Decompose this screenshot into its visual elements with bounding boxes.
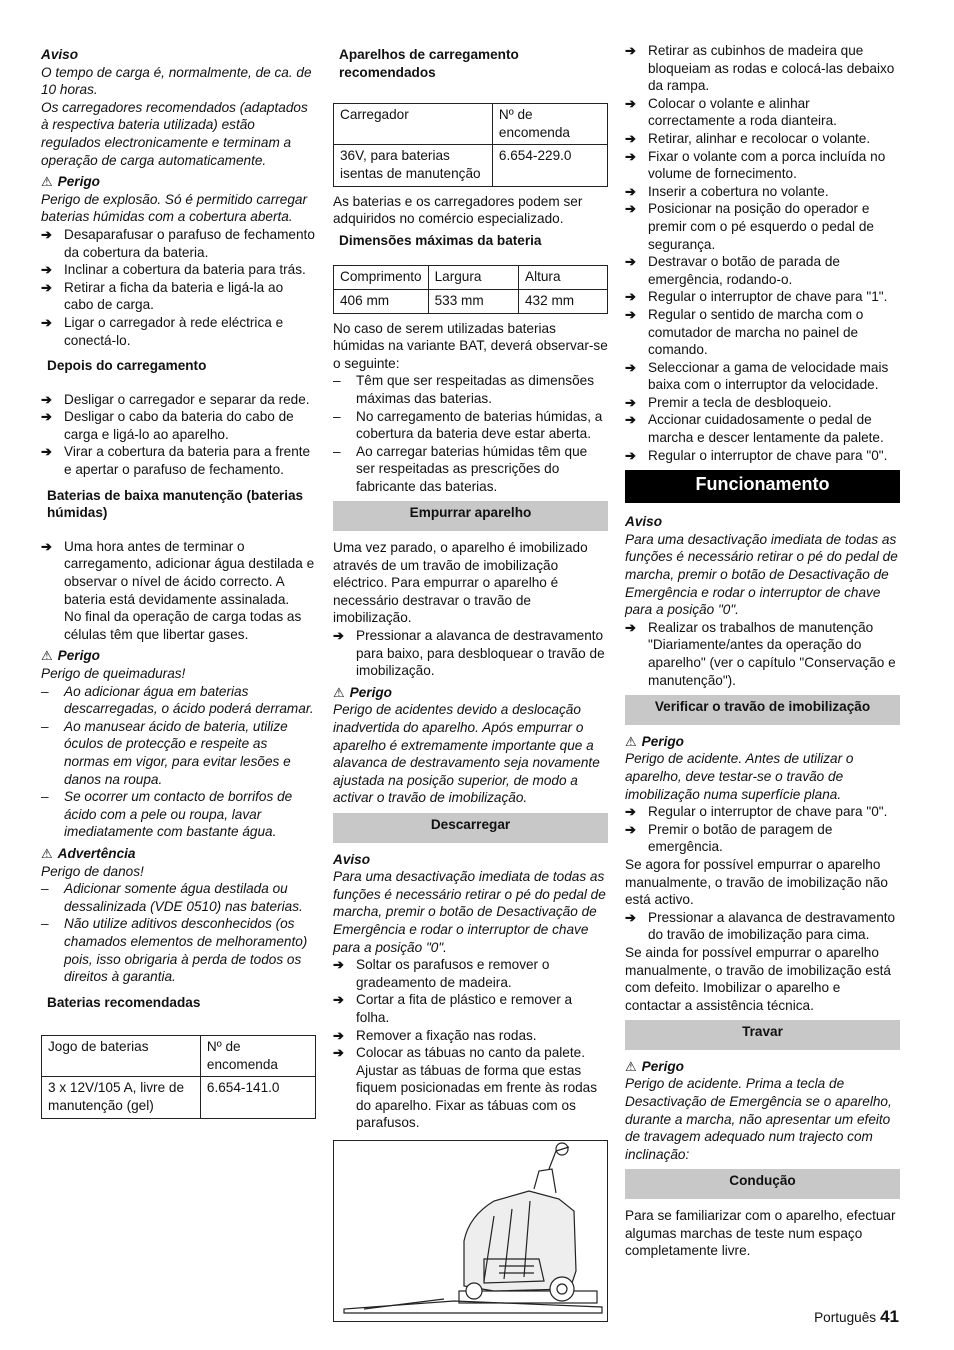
step-item: ➔ Regular o interruptor de chave para "0". bbox=[625, 447, 900, 465]
column-3 bbox=[625, 42, 900, 1260]
section-heading: Baterias de baixa manutenção (baterias húmidas) bbox=[47, 487, 304, 521]
step-item: ➔ Pressionar a alavanca de destravamento do travão de imobilização para cima. bbox=[625, 909, 900, 944]
charger-table bbox=[333, 103, 608, 186]
step-item: ➔ Fixar o volante com a porca incluída no volume de fornecimento. bbox=[625, 148, 900, 183]
table-cell: 406 mm bbox=[334, 289, 429, 313]
page-number: 41 bbox=[880, 1307, 899, 1326]
machine-unloading-illustration bbox=[333, 1140, 608, 1322]
step-item: ➔ Remover a fixação nas rodas. bbox=[333, 1027, 608, 1045]
step-item: ➔ Inserir a cobertura no volante. bbox=[625, 183, 900, 201]
body-text: No caso de serem utilizadas baterias húmidas na variante BAT, deverá observar-se o seguinte: bbox=[333, 320, 608, 371]
table-header: Carregador bbox=[334, 104, 493, 145]
section-bar: Descarregar bbox=[333, 813, 608, 843]
step-item: ➔ Desligar o cabo da bateria do cabo de carga e ligá-lo ao aparelho. bbox=[41, 408, 316, 443]
warning-icon: ⚠ bbox=[41, 648, 53, 664]
section-heading: Aparelhos de carregamento recomendados bbox=[339, 47, 519, 80]
warning-icon: ⚠ bbox=[625, 733, 637, 749]
aviso-title: Aviso bbox=[333, 851, 371, 867]
step-item: ➔ Colocar as tábuas no canto da palete. Ajustar as tábuas de forma que estas fiquem posicionadas em frente às rodas do aparelho. Fixar as tábuas com os parafusos. bbox=[333, 1044, 608, 1132]
table-header: Altura bbox=[519, 266, 608, 290]
step-item: ➔ Retirar, alinhar e recolocar o volante. bbox=[625, 130, 900, 148]
perigo-title: ⚠ Perigo bbox=[625, 1058, 684, 1074]
section-bar: Verificar o travão de imobilização bbox=[625, 695, 900, 725]
column-1 bbox=[41, 42, 316, 1125]
dimensions-table bbox=[333, 265, 608, 313]
table-cell: 3 x 12V/105 A, livre de manutenção (gel) bbox=[42, 1077, 201, 1118]
aviso-title: Aviso bbox=[625, 514, 663, 530]
body-text: Se agora for possível empurrar o aparelho manualmente, o travão de imobilização não está activo. bbox=[625, 856, 888, 908]
aviso-text: O tempo de carga é, normalmente, de ca. de 10 horas. bbox=[41, 64, 312, 98]
table-cell: 432 mm bbox=[519, 289, 608, 313]
advertencia-text: Perigo de danos! bbox=[41, 863, 144, 879]
step-item: ➔ Premir a tecla de desbloqueio. bbox=[625, 394, 900, 412]
table-header: Nº de encomenda bbox=[492, 104, 607, 145]
column-2 bbox=[333, 42, 608, 1322]
list-item: – Ao adicionar água em baterias descarregadas, o ácido poderá derramar. bbox=[41, 683, 316, 718]
list-item: – Não utilize aditivos desconhecidos (os chamados elementos de melhoramento) pois, isso obrigaria à perda de todos os direitos à garantia. bbox=[41, 915, 316, 985]
list-item: – Adicionar somente água destilada ou dessalinizada (VDE 0510) nas baterias. bbox=[41, 880, 316, 915]
perigo-title: ⚠ Perigo bbox=[625, 733, 684, 749]
perigo-title: ⚠ Perigo bbox=[41, 648, 100, 664]
aviso-title: Aviso bbox=[41, 47, 79, 62]
table-cell: 533 mm bbox=[428, 289, 518, 313]
note-text: No final da operação de carga todas as células têm que libertar gases. bbox=[64, 609, 302, 642]
table-cell: 36V, para baterias isentas de manutenção bbox=[334, 145, 493, 186]
warning-icon: ⚠ bbox=[41, 845, 53, 861]
step-item: ➔ Regular o interruptor de chave para "0". bbox=[625, 803, 900, 821]
step-item: ➔ Inclinar a cobertura da bateria para trás. bbox=[41, 261, 316, 279]
step-item: ➔ Desaparafusar o parafuso de fechamento da cobertura da bateria. bbox=[41, 226, 316, 261]
battery-table bbox=[41, 1035, 316, 1118]
step-item: ➔ Pressionar a alavanca de destravamento para baixo, para desbloquear o travão de imobilização. bbox=[333, 627, 608, 680]
warning-icon: ⚠ bbox=[333, 684, 345, 700]
table-cell: 6.654-229.0 bbox=[492, 145, 607, 186]
table-header: Jogo de baterias bbox=[42, 1036, 201, 1077]
step-item: ➔ Desligar o carregador e separar da rede. bbox=[41, 391, 316, 409]
body-text: Se ainda for possível empurrar o aparelho manualmente, o travão de imobilização está com defeito. Imobilizar o aparelho e contactar a assistência técnica. bbox=[625, 944, 891, 1013]
section-heading: Baterias recomendadas bbox=[47, 994, 201, 1010]
list-item: – Ao carregar baterias húmidas têm que ser respeitadas as prescrições do fabricante das baterias. bbox=[333, 443, 608, 496]
step-item: ➔ Ligar o carregador à rede eléctrica e conectá-lo. bbox=[41, 314, 316, 349]
section-heading: Dimensões máximas da bateria bbox=[339, 232, 542, 248]
body-text: Para se familiarizar com o aparelho, efectuar algumas marchas de teste num espaço completamente livre. bbox=[625, 1208, 896, 1259]
perigo-text: Perigo de explosão. Só é permitido carregar baterias húmidas com a cobertura aberta. bbox=[41, 191, 307, 225]
step-item: ➔ Destravar o botão de parada de emergência, rodando-o. bbox=[625, 253, 900, 288]
table-cell: 6.654-141.0 bbox=[200, 1077, 315, 1118]
perigo-text: Perigo de queimaduras! bbox=[41, 666, 186, 681]
step-item: ➔ Regular o interruptor de chave para "1". bbox=[625, 288, 900, 306]
step-item: ➔ Virar a cobertura da bateria para a frente e apertar o parafuso de fechamento. bbox=[41, 443, 316, 478]
perigo-text: Perigo de acidente. Antes de utilizar o aparelho, deve testar-se o travão de imobilização numa superfície plana. bbox=[625, 751, 854, 802]
section-bar: Empurrar aparelho bbox=[333, 501, 608, 531]
perigo-text: Perigo de acidentes devido a deslocação inadvertida do aparelho. Após empurrar o aparelho é extremamente importante que a alavanca de destravamento seja novamente ajustada na posição superior, de modo a activar o travão de imobilização. bbox=[333, 702, 600, 806]
perigo-title: ⚠ Perigo bbox=[41, 174, 100, 190]
step-item: ➔ Cortar a fita de plástico e remover a folha. bbox=[333, 991, 608, 1026]
body-text: As baterias e os carregadores podem ser adquiridos no comércio especializado. bbox=[333, 193, 583, 227]
body-text: Uma vez parado, o aparelho é imobilizado através de um travão de imobilização eléctrico. Para empurrar o aparelho é necessário destravar o travão de imobilização. bbox=[333, 540, 588, 626]
step-item: ➔ Colocar o volante e alinhar correctamente a roda dianteira. bbox=[625, 95, 900, 130]
chapter-heading: Funcionamento bbox=[625, 470, 900, 503]
perigo-text: Perigo de acidente. Prima a tecla de Desactivação de Emergência se o aparelho, durante a marcha, não apresentar um efeito de travagem adequado num trajecto com inclinação: bbox=[625, 1076, 892, 1162]
footer-language: Português bbox=[814, 1310, 877, 1325]
step-item: ➔ Accionar cuidadosamente o pedal de marcha e descer lentamente da palete. bbox=[625, 411, 900, 446]
list-item: – Têm que ser respeitadas as dimensões máximas das baterias. bbox=[333, 372, 608, 407]
step-item: ➔ Posicionar na posição do operador e premir com o pé esquerdo o pedal de segurança. bbox=[625, 200, 900, 253]
perigo-title: ⚠ Perigo bbox=[333, 684, 392, 700]
table-header: Nº de encomenda bbox=[200, 1036, 315, 1077]
aviso-text: Os carregadores recomendados (adaptados à respectiva bateria utilizada) estão regulados electronicamente e terminam a operação de carga automaticamente. bbox=[41, 99, 308, 168]
machine-icon bbox=[334, 1141, 607, 1321]
step-item: ➔ Seleccionar a gama de velocidade mais baixa com o interruptor da velocidade. bbox=[625, 359, 900, 394]
warning-icon: ⚠ bbox=[41, 174, 53, 190]
step-item: ➔ Retirar as cubinhos de madeira que bloqueiam as rodas e colocá-las debaixo da rampa. bbox=[625, 42, 900, 95]
list-item: – Se ocorrer um contacto de borrifos de ácido com a pele ou roupa, lavar imediatamente com bastante água. bbox=[41, 788, 316, 841]
section-bar: Condução bbox=[625, 1169, 900, 1199]
section-heading: Depois do carregamento bbox=[47, 358, 207, 374]
step-item: ➔ Uma hora antes de terminar o carregamento, adicionar água destilada e observar o nível de ácido correcto. A bateria está devidamente assinalada. bbox=[41, 538, 316, 608]
list-item: – Ao manusear ácido de bateria, utilize óculos de protecção e respeite as normas em vigor, para evitar lesões e danos na roupa. bbox=[41, 718, 316, 788]
step-item: ➔ Soltar os parafusos e remover o gradeamento de madeira. bbox=[333, 956, 608, 991]
step-item: ➔ Realizar os trabalhos de manutenção "Diariamente/antes da operação do aparelho" (ver o capítulo "Conservação e manutenção"). bbox=[625, 619, 900, 689]
list-item: – No carregamento de baterias húmidas, a cobertura da bateria deve estar aberta. bbox=[333, 408, 608, 443]
step-item: ➔ Retirar a ficha da bateria e ligá-la ao cabo de carga. bbox=[41, 279, 316, 314]
section-bar: Travar bbox=[625, 1020, 900, 1050]
step-item: ➔ Premir o botão de paragem de emergência. bbox=[625, 821, 900, 856]
table-header: Largura bbox=[428, 266, 518, 290]
aviso-text: Para uma desactivação imediata de todas as funções é necessário retirar o pé do pedal de marcha, premir o botão de Desactivação de Emergência e rodar o interruptor de chave para a posição "0". bbox=[333, 869, 606, 955]
step-item: ➔ Regular o sentido de marcha com o comutador de marcha no painel de comando. bbox=[625, 306, 900, 359]
table-header: Comprimento bbox=[334, 266, 429, 290]
warning-icon: ⚠ bbox=[625, 1058, 637, 1074]
page-footer bbox=[814, 1308, 899, 1327]
advertencia-title: ⚠ Advertência bbox=[41, 845, 136, 861]
aviso-text: Para uma desactivação imediata de todas as funções é necessário retirar o pé do pedal de marcha, premir o botão de Desactivação de Emergência e rodar o interruptor de chave para a posição "0". bbox=[625, 531, 898, 618]
